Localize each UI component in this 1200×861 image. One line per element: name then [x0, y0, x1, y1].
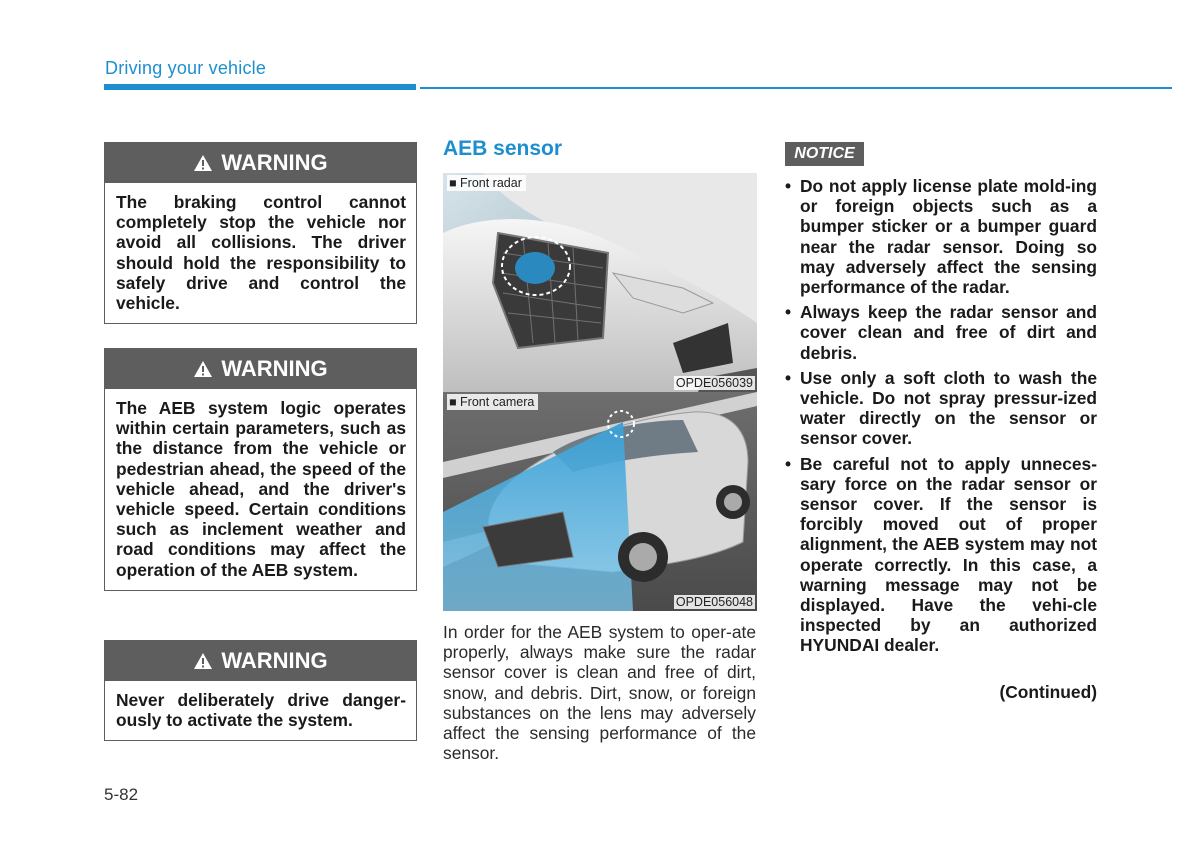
continued-label: (Continued) [999, 682, 1097, 702]
section-header-title: Driving your vehicle [105, 58, 267, 78]
warning-label: WARNING [221, 356, 328, 381]
car-front-radar-illustration [443, 173, 757, 392]
list-item: • Be careful not to apply unneces-sary force on the radar sensor or sensor cover. If the sensor is forcibly moved out of proper alignment, the AEB system may not operate correctly. In this case, a warning message may not be displayed. Have the vehi-cle inspected by an authorized HYUNDAI dealer. [785, 454, 1097, 656]
front-camera-figure [443, 392, 757, 611]
car-front-camera-illustration [443, 392, 757, 611]
section-title: AEB sensor [443, 137, 563, 160]
warning-triangle-icon [193, 360, 213, 378]
warning-text: Never deliberately drive danger-ously to activate the system. [116, 690, 406, 731]
list-item: • Do not apply license plate mold-ing or foreign objects such as a bumper sticker or a bumper guard near the radar sensor. Doing so may adversely affect the sensing performance of the radar. [785, 176, 1097, 297]
warning-text: The braking control cannot completely stop the vehicle nor avoid all collisions. The driver should hold the responsibility to safely drive and control the vehicle. [116, 192, 406, 314]
front-radar-figure [443, 173, 757, 392]
aeb-sensor-paragraph: In order for the AEB system to oper-ate properly, always make sure the radar sensor cover is clean and free of dirt, snow, and debris. Dirt, snow, or foreign substances on the lens may adversely affect the sensing performance of the sensor. [443, 622, 756, 764]
page-number: 5-82 [104, 785, 139, 804]
notice-list [785, 176, 1097, 661]
warning-triangle-icon [193, 154, 213, 172]
warning-triangle-icon [193, 652, 213, 670]
header-accent-bar [104, 84, 416, 90]
warning-label: WARNING [221, 150, 328, 175]
header-rule [420, 87, 1172, 89]
notice-label: NOTICE [785, 142, 864, 166]
list-item: • Use only a soft cloth to wash the vehicle. Do not spray pressur-ized water directly on the sensor or sensor cover. [785, 368, 1097, 449]
warning-header [105, 349, 416, 389]
warning-header [105, 641, 416, 681]
warning-box-1 [104, 142, 417, 324]
warning-box-3 [104, 640, 417, 741]
warning-box-2 [104, 348, 417, 591]
figure-code: OPDE056039 [675, 376, 753, 390]
front-radar-label: ■ Front radar [447, 175, 526, 191]
figure-code: OPDE056048 [675, 595, 753, 609]
warning-header [105, 143, 416, 183]
front-camera-label: ■ Front camera [447, 394, 538, 410]
warning-label: WARNING [221, 648, 328, 673]
list-item: • Always keep the radar sensor and cover clean and free of dirt and debris. [785, 302, 1097, 363]
warning-text: The AEB system logic operates within certain parameters, such as the distance from the vehicle or pedestrian ahead, the speed of the vehicle ahead, and the driver's vehicle speed. Certain conditions such as inclement weather and road conditions may affect the operation of the AEB system. [116, 398, 406, 580]
